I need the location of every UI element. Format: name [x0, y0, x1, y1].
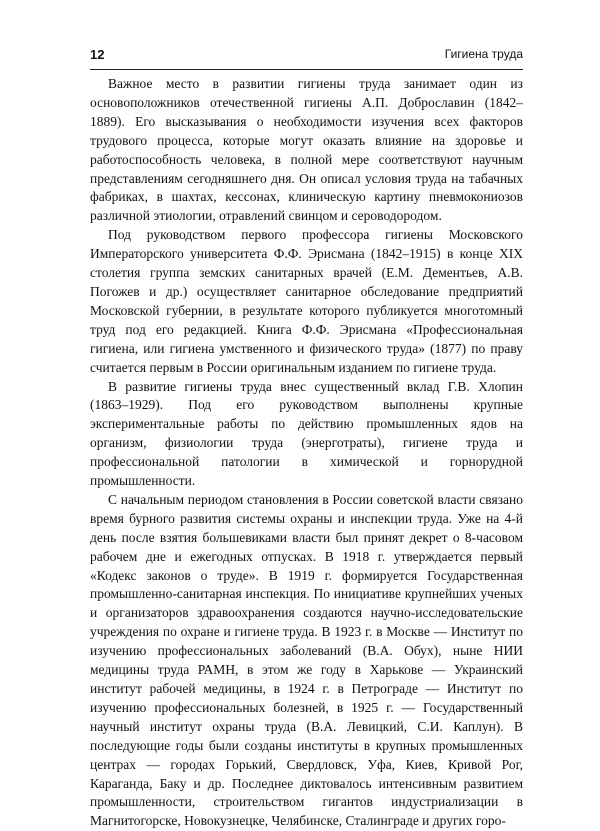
paragraph-khlopin: В развитие гигиены труда внес существенный вклад Г.В. Хлопин (1863–1929). Под его руководством выполнены крупные экспериментальные работы по действию промышленных ядов на организм, физиологии труда (энерготраты), гигиене труда и профессиональной патологии в химической и горнорудной промышленности. — [90, 378, 523, 489]
running-header — [90, 45, 523, 70]
paragraph-dobroslavin: Важное место в развитии гигиены труда занимает один из основоположников отечественной гигиены А.П. Доброславин (1842–1889). Его высказывания о необходимости изучения всех факторов трудового процесса, которые могут оказать влияние на здоровье и работоспособность человека, в полной мере соответствуют научным представлениям сегодняшнего дня. Он описал условия труда на табачных фабриках, в шахтах, кессонах, клиническую картину пневмокониозов различной этиологии, отравлений свинцом и сероводородом. — [90, 76, 523, 224]
page-number: 12 — [90, 47, 105, 62]
running-title: Гигиена труда — [444, 47, 523, 61]
paragraph-erisman: Под руководством первого профессора гигиены Московского Императорского университета Ф.Ф. Эрисмана (1842–1915) в конце XIX столетия группа земских санитарных врачей (Е.М. Дементьев, А.В. Погожев и др.) осуществляет санитарное обследование предприятий Московской губернии, в результате которого публикуется многотомный труд под его редакцией. Книга Ф.Ф. Эрисмана «Профессиональная гигиена, или гигиена умственного и физического труда» (1877) по праву считается первым в России оригинальным изданием по гигиене труда. — [90, 227, 523, 375]
paragraph-soviet-period: С начальным периодом становления в России советской власти связано время бурного развития системы охраны и инспекции труда. Уже на 4-й день после взятия большевиками власти был принят декрет о 8-часовом рабочем дне и ежегодных отпусках. В 1918 г. утверждается первый «Кодекс законов о труде». В 1919 г. формируется Государственная промышленно-санитарная инспекция. По инициативе крупнейших ученых и организаторов здравоохранения создаются научно-исследовательские учреждения по охране и гигиене труда. В 1923 г. в Москве — Институт по изучению профессиональных заболеваний (В.А. Обух), ныне НИИ медицины труда РАМН, в этом же году в Харькове — Украинский институт рабочей медицины, в 1924 г. в Петрограде — Институт по изучению профессиональных болезней, в 1925 г. — Государственный научный институт охраны труда (В.А. Левицкий, С.И. Каплун). В последующие годы были созданы институты в крупных промышленных центрах — городах Горький, Свердловск, Уфа, Киев, Кривой Рог, Караганда, Баку и др. Последнее диктовалось интенсивным развитием промышленности, строительством гигантов индустриализации в Магнитогорске, Новокузнецке, Челябинске, Сталинграде и других горо- — [90, 491, 523, 829]
body-text — [90, 75, 523, 831]
